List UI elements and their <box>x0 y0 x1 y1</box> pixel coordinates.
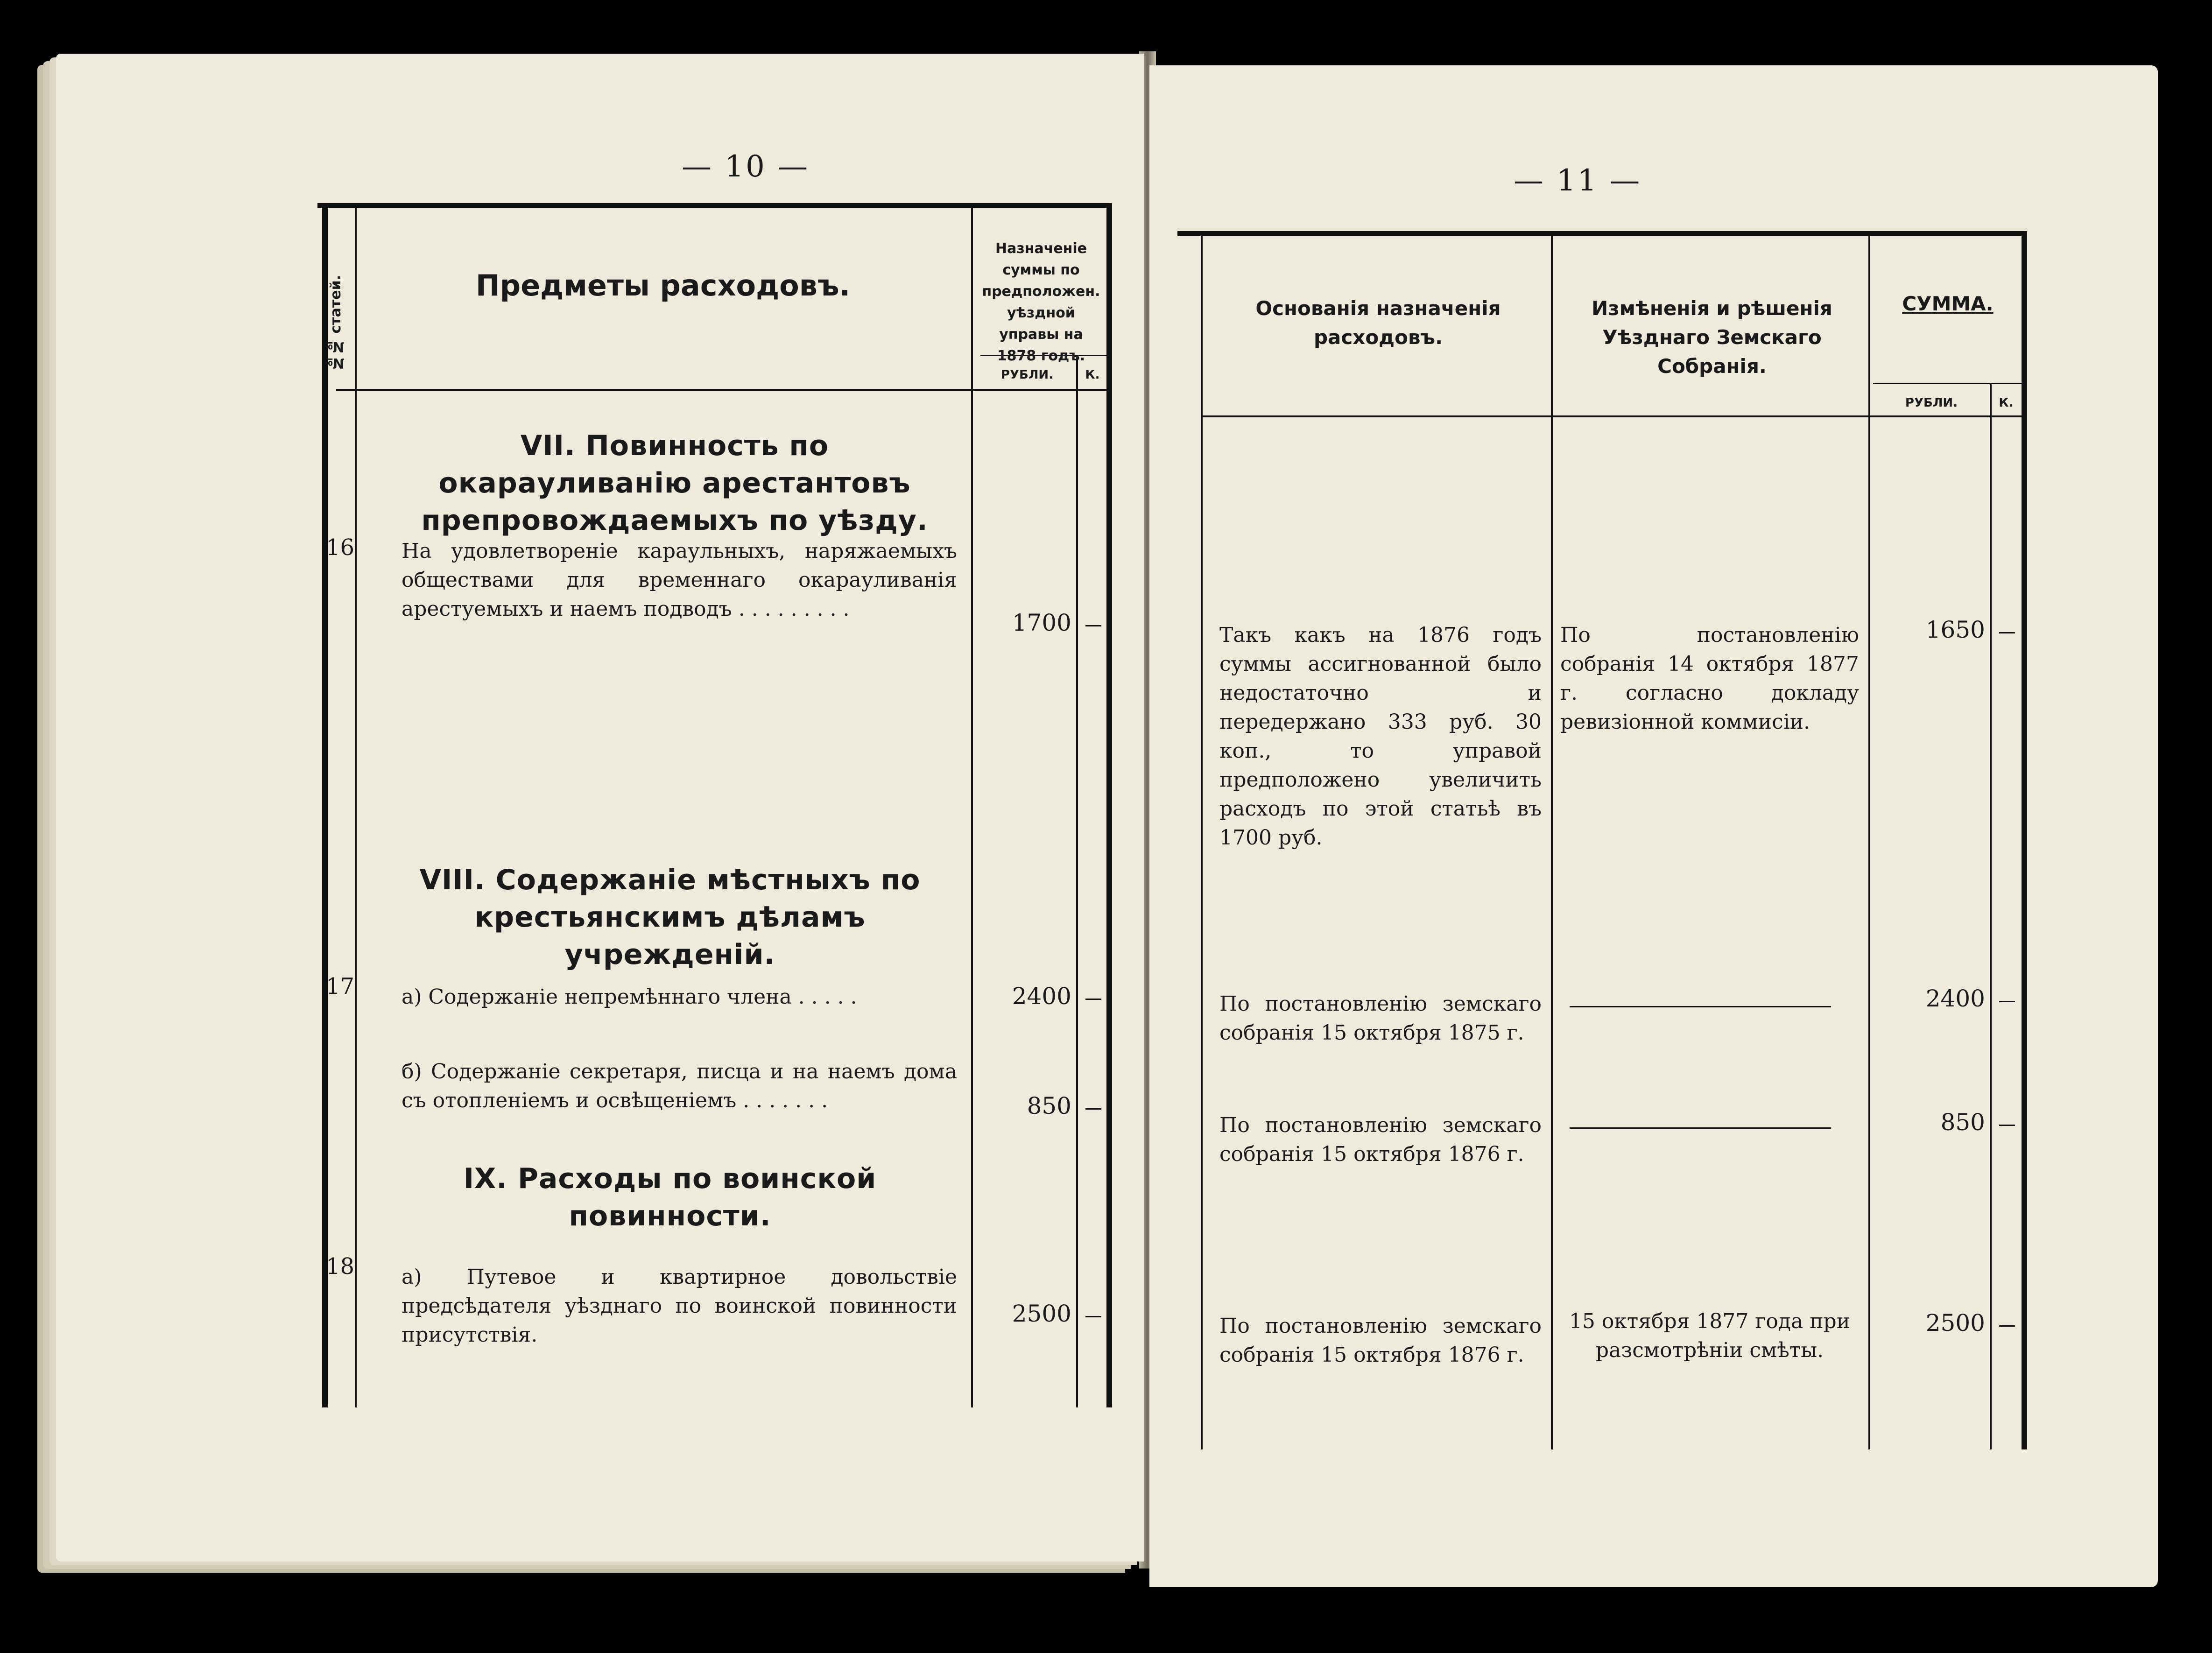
kop-col-rule <box>1076 355 1078 1407</box>
row-number: 18 <box>326 1253 355 1280</box>
rub-header: РУБЛИ. <box>1000 368 1054 382</box>
rub-header: РУБЛИ. <box>1905 396 1958 410</box>
kop-dash <box>1081 621 1101 630</box>
basis-text: Такъ какъ на 1876 годъ суммы ассигнованной было недостаточно и передержано 333 руб. 30 коп., то управой предположено увеличить расходъ по этой статьѣ въ 1700 руб. <box>1219 623 1542 850</box>
kop-dash <box>1994 1321 2015 1330</box>
table-right-rule <box>1106 203 1112 1407</box>
kop-col-rule <box>1990 383 1992 1449</box>
header-bottom-rule <box>1201 415 2027 417</box>
kop-dash <box>1994 1120 2015 1129</box>
table-left-rule <box>322 203 328 1407</box>
table-right-rule <box>2022 231 2027 1449</box>
kop-header: К. <box>1999 396 2014 410</box>
section-title: VIII. Содержаніе мѣстныхъ по крестьянскимъ дѣламъ учрежденій. <box>419 864 921 971</box>
sum-col-header: СУММА. <box>1902 292 1994 315</box>
row-amount: 850 <box>1027 1092 1071 1119</box>
basis-col-header: Основанія назначенія расходовъ. <box>1255 297 1501 349</box>
row-text: На удовлетвореніе караульныхъ, наряжаемыхъ обществами для временнаго окарауливанія арестуемыхъ и наемъ подводъ . . . . . . . . . <box>402 539 957 621</box>
changes-col-header: Измѣненія и рѣшенія Уѣзднаго Земскаго Собранія. <box>1592 297 1832 378</box>
items-col-header: Предметы расходовъ. <box>475 268 851 302</box>
basis-text: По постановленію земскаго собранія 15 октября 1876 г. <box>1219 1113 1542 1166</box>
left-page <box>56 54 1144 1562</box>
sum-amount: 2500 <box>1925 1309 1985 1336</box>
kop-dash <box>1994 997 2015 1006</box>
changes-blank-rule <box>1570 1006 1831 1007</box>
section-title: VII. Повинность по окарауливанію арестантовъ препровождаемыхъ по уѣзду. <box>421 429 928 537</box>
no-col-rule <box>355 203 357 1407</box>
basis-col-rule <box>1551 231 1553 1449</box>
page-number: — 10 — <box>682 149 810 184</box>
basis-text: По постановленію земскаго собранія 15 октября 1876 г. <box>1219 1314 1542 1367</box>
kop-dash <box>1081 994 1101 1003</box>
row-amount: 2500 <box>1012 1300 1071 1327</box>
basis-text: По постановленію земскаго собранія 15 октября 1875 г. <box>1219 992 1542 1045</box>
kop-dash <box>1081 1104 1101 1113</box>
table-left-rule <box>1201 231 1203 1449</box>
rub-kop-rule <box>1873 383 2027 384</box>
no-col-header: №№ статей. <box>328 274 344 371</box>
changes-text: 15 октября 1877 года при разсмотрѣніи смѣты. <box>1569 1309 1851 1362</box>
kop-dash <box>1081 1312 1101 1321</box>
changes-col-rule <box>1868 231 1870 1449</box>
row-text: а) Путевое и квартирное довольствіе предсѣдателя уѣзднаго по воинской повинности присутствія. <box>402 1265 957 1347</box>
header-bottom-rule <box>336 389 1111 391</box>
changes-text: По постановленію собранія 14 октября 1877 г. согласно докладу ревизіонной коммисіи. <box>1560 623 1859 734</box>
row-number: 17 <box>326 973 355 999</box>
sum-amount: 850 <box>1940 1109 1985 1136</box>
table-top-rule <box>1177 231 2027 236</box>
row-amount: 2400 <box>1012 983 1071 1010</box>
sum-amount: 1650 <box>1925 616 1985 643</box>
amount-col-header: Назначеніе суммы по предположен. уѣздной управы на 1878 годъ. <box>982 240 1100 364</box>
amount-col-rule <box>971 203 973 1407</box>
row-number: 16 <box>326 535 355 561</box>
row-text: а) Содержаніе непремѣннаго члена . . . . . <box>402 985 857 1009</box>
right-page <box>1149 65 2158 1587</box>
kop-header: К. <box>1085 368 1100 382</box>
table-top-rule <box>317 203 1111 208</box>
row-amount: 1700 <box>1012 609 1071 636</box>
section-title: IX. Расходы по воинской повинности. <box>463 1162 877 1232</box>
kop-dash <box>1994 628 2015 637</box>
changes-blank-rule <box>1570 1127 1831 1129</box>
sum-amount: 2400 <box>1925 985 1985 1012</box>
page-number: — 11 — <box>1514 163 1642 198</box>
row-text: б) Содержаніе секретаря, писца и на наемъ дома съ отопленіемъ и освѣщеніемъ . . . . . . . <box>402 1060 957 1112</box>
